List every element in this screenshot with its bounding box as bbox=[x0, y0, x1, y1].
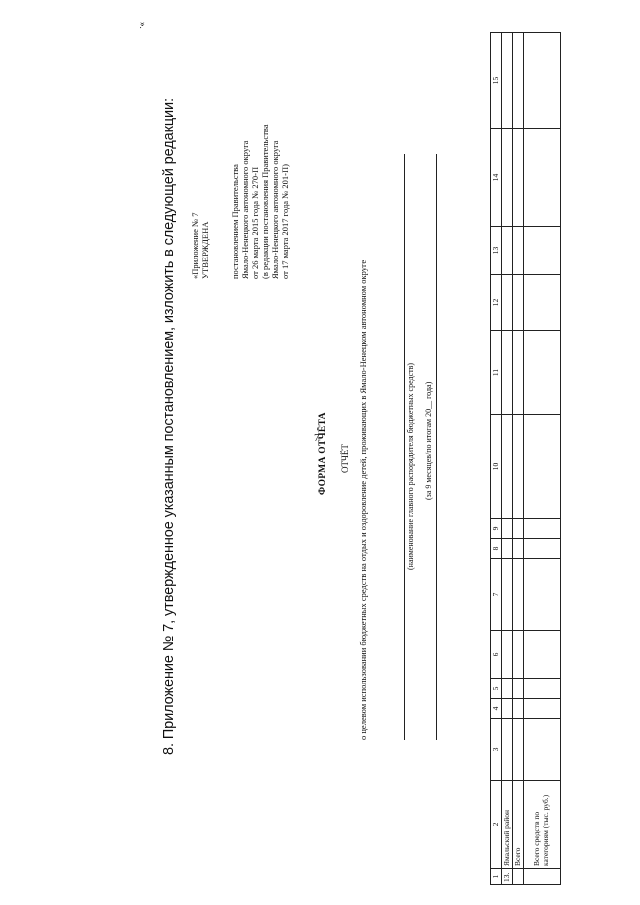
form-title: ФОРМА ОТЧЁТА bbox=[318, 412, 328, 495]
table-header-cell: 5 bbox=[491, 679, 502, 699]
row-name-cell: Всего средств по категориям (тыс. руб.) bbox=[524, 781, 561, 869]
table-cell bbox=[524, 539, 561, 559]
table-cell bbox=[513, 415, 524, 519]
table-cell bbox=[524, 559, 561, 631]
table-row bbox=[502, 33, 513, 885]
table-header-cell: 6 bbox=[491, 631, 502, 679]
table-header-row bbox=[491, 33, 502, 885]
period-line bbox=[436, 154, 437, 740]
table-cell bbox=[524, 869, 561, 885]
table-cell bbox=[502, 679, 513, 699]
table-cell bbox=[502, 519, 513, 539]
data-table bbox=[490, 32, 561, 885]
table-header-cell: 9 bbox=[491, 519, 502, 539]
table-cell bbox=[502, 539, 513, 559]
approval-line: от 26 марта 2015 года № 270-П bbox=[250, 166, 260, 279]
row-number-cell: 13. bbox=[502, 869, 513, 885]
table-cell bbox=[513, 679, 524, 699]
table-cell bbox=[524, 227, 561, 275]
table-cell bbox=[513, 331, 524, 415]
appendix-number: «Приложение № 7 bbox=[190, 212, 200, 279]
approval-line: (в редакции постановления Правительства bbox=[260, 124, 270, 279]
table-row bbox=[513, 33, 524, 885]
table-cell bbox=[513, 869, 524, 885]
table-cell bbox=[502, 129, 513, 227]
budget-holder-caption: (наименование главного распорядителя бюджетных средств) bbox=[406, 362, 415, 570]
table-cell bbox=[513, 719, 524, 781]
report-title: ОТЧЁТ bbox=[340, 444, 350, 473]
closing-quote-mark: ». bbox=[138, 22, 148, 29]
row-name-cell: Ямальский район bbox=[502, 781, 513, 869]
table-cell bbox=[513, 33, 524, 129]
table-header-cell: 4 bbox=[491, 699, 502, 719]
table-cell bbox=[502, 227, 513, 275]
appendix-block bbox=[190, 213, 210, 279]
table-header-cell: 10 bbox=[491, 415, 502, 519]
table-header-cell: 3 bbox=[491, 719, 502, 781]
table-header-cell: 8 bbox=[491, 539, 502, 559]
period-caption: (за 9 месяцев/по итогам 20__ года) bbox=[424, 381, 433, 500]
table-header-cell: 13 bbox=[491, 227, 502, 275]
budget-holder-line bbox=[404, 154, 405, 740]
table-cell bbox=[513, 275, 524, 331]
table-cell bbox=[524, 679, 561, 699]
table-cell bbox=[513, 519, 524, 539]
table-cell bbox=[513, 631, 524, 679]
table-header-cell: 11 bbox=[491, 331, 502, 415]
table-header-cell: 7 bbox=[491, 559, 502, 631]
approval-line: Ямало-Ненецкого автономного округа bbox=[240, 140, 250, 279]
approval-line: от 17 марта 2017 года № 201-П) bbox=[280, 164, 290, 279]
table-cell bbox=[502, 631, 513, 679]
table-cell bbox=[524, 331, 561, 415]
table-cell bbox=[513, 559, 524, 631]
table-header-cell: 14 bbox=[491, 129, 502, 227]
table-cell bbox=[524, 415, 561, 519]
table-cell bbox=[513, 699, 524, 719]
table-cell bbox=[524, 699, 561, 719]
table-cell bbox=[524, 631, 561, 679]
table-cell bbox=[502, 275, 513, 331]
table-cell bbox=[524, 33, 561, 129]
table-header-cell: 1 bbox=[491, 869, 502, 885]
table-cell bbox=[502, 331, 513, 415]
table-cell bbox=[524, 519, 561, 539]
table-cell bbox=[513, 129, 524, 227]
approved-label: УТВЕРЖДЕНА bbox=[200, 221, 210, 279]
page-number: 7 bbox=[314, 432, 320, 444]
table-cell bbox=[524, 719, 561, 781]
row-name-cell: Всего bbox=[513, 781, 524, 869]
table-cell bbox=[513, 227, 524, 275]
table-header-cell: 12 bbox=[491, 275, 502, 331]
approval-details bbox=[230, 124, 290, 279]
section-heading: 8. Приложение № 7, утвержденное указанным постановлением, изложить в следующей редакции: bbox=[161, 98, 177, 755]
report-subtitle: о целевом использовании бюджетных средств на отдых и оздоровление детей, проживающих в Ямало-Ненецком автономном округе bbox=[358, 259, 368, 740]
table-header-cell: 2 bbox=[491, 781, 502, 869]
table-cell bbox=[502, 559, 513, 631]
table-cell bbox=[524, 129, 561, 227]
table-header-cell: 15 bbox=[491, 33, 502, 129]
approval-line: Ямало-Ненецкого автономного округа bbox=[270, 140, 280, 279]
table-cell bbox=[502, 33, 513, 129]
table-cell bbox=[502, 699, 513, 719]
approval-line: постановлением Правительства bbox=[230, 164, 240, 279]
table-cell bbox=[502, 415, 513, 519]
table-cell bbox=[524, 275, 561, 331]
table-cell bbox=[502, 719, 513, 781]
table-row bbox=[524, 33, 561, 885]
table-cell bbox=[513, 539, 524, 559]
